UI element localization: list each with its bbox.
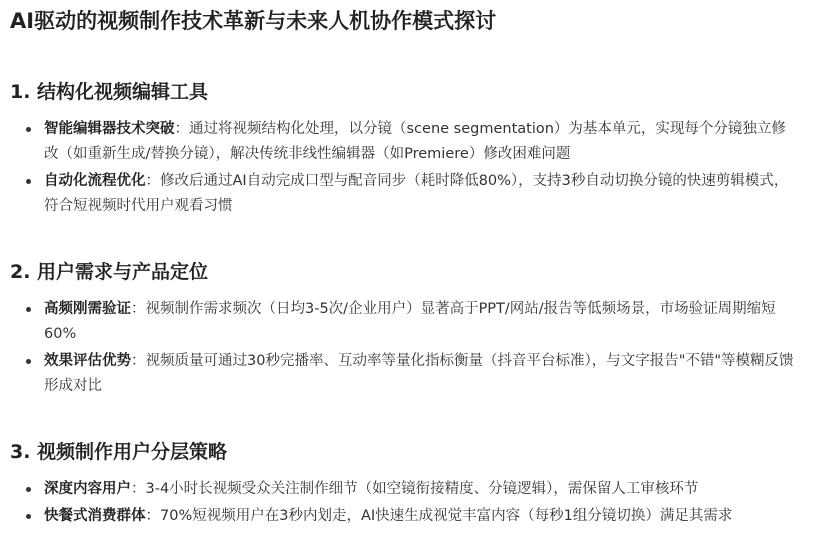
- item-key: 效果评估优势: [44, 353, 131, 369]
- section-list-1: [0, 117, 800, 219]
- item-text: ：70%短视频用户在3秒内划走，AI快速生成视觉丰富内容（每秒1组分镜切换）满足其需求: [145, 508, 733, 524]
- bullet-icon: [26, 127, 31, 132]
- item-key: 高频刚需验证: [44, 301, 131, 317]
- item-key: 深度内容用户: [44, 481, 131, 497]
- section-list-3: [0, 477, 800, 529]
- item-text: ：3-4小时长视频受众关注制作细节（如空镜衔接精度、分镜逻辑），需保留人工审核环节: [131, 481, 699, 497]
- list-item: [0, 297, 800, 347]
- item-key: 自动化流程优化: [44, 173, 146, 189]
- item-key: 智能编辑器技术突破: [44, 121, 175, 137]
- bullet-icon: [26, 359, 31, 364]
- list-item: [0, 504, 800, 529]
- item-text: ：视频制作需求频次（日均3-5次/企业用户）显著高于PPT/网站/报告等低频场景，市场验证周期缩短60%: [44, 301, 776, 342]
- item-key: 快餐式消费群体: [44, 508, 146, 524]
- section-heading-2: 2. 用户需求与产品定位: [10, 261, 209, 283]
- bullet-icon: [26, 307, 31, 312]
- item-text: ：通过将视频结构化处理，以分镜（scene segmentation）为基本单元，实现每个分镜独立修改（如重新生成/替换分镜），解决传统非线性编辑器（如Premiere）修改困难问题: [44, 121, 786, 162]
- list-item: [0, 169, 800, 219]
- list-item: [0, 117, 800, 167]
- page-title: AI驱动的视频制作技术革新与未来人机协作模式探讨: [10, 9, 497, 33]
- section-heading-1: 1. 结构化视频编辑工具: [10, 81, 209, 103]
- bullet-icon: [26, 179, 31, 184]
- item-text: ：视频质量可通过30秒完播率、互动率等量化指标衡量（抖音平台标准），与文字报告"不错"等模糊反馈形成对比: [44, 353, 794, 394]
- section-heading-3: 3. 视频制作用户分层策略: [10, 441, 228, 463]
- list-item: [0, 349, 800, 399]
- bullet-icon: [26, 514, 31, 519]
- item-text: ：修改后通过AI自动完成口型与配音同步（耗时降低80%），支持3秒自动切换分镜的快速剪辑模式，符合短视频时代用户观看习惯: [44, 173, 789, 214]
- bullet-icon: [26, 487, 31, 492]
- section-list-2: [0, 297, 800, 399]
- list-item: [0, 477, 800, 502]
